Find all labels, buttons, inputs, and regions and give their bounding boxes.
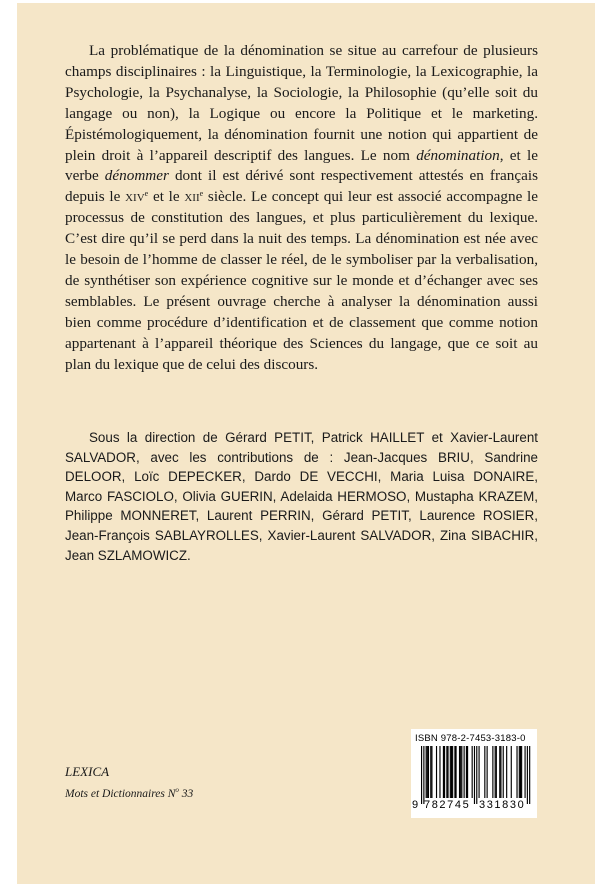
description-text-3: dont il est dérivé sont respectivement attestés en français depuis le [65,167,538,206]
barcode-bar [503,746,504,798]
century-14: xiv [125,188,145,206]
barcode-bar [496,746,497,798]
collection-line [65,782,193,802]
isbn-barcode [411,729,537,818]
barcode-bar [521,746,522,798]
barcode-bars [411,746,537,806]
barcode-bar [428,746,429,798]
barcode-bar [474,746,475,804]
barcode-bar [511,746,512,798]
barcode-bar [476,746,477,804]
barcode-bar [423,746,424,804]
barcode-bar [466,746,467,798]
barcode-bar [426,746,427,798]
barcode-digit-first: 9 [412,799,419,811]
term-denomination: dénomination [416,146,500,164]
barcode-bar [520,746,521,798]
barcode-bar [527,746,528,804]
isbn-label: ISBN 978-2-7453-3183-0 [415,733,526,744]
barcode-bar [516,746,517,798]
barcode-bar [467,746,468,798]
barcode-bar [499,746,500,798]
barcode-bar [427,746,428,798]
description-text-5: siècle. Le concept qui leur est associé accompagne le processus de constitution des langues, et plus particulièrement du lexique. C’est dire qu’il se perd dans la nuit des temps. La dénomination est née avec le besoin de l’homme de classer le réel, de le symboliser par la verbalisation, de synthétiser son expérience cognitive sur le monde et d’échanger avec ses semblables. Le présent ouvrage cherche à analyser la dénomination aussi bien comme procédure d’identification et de classement que comme notion appartenant à l’appareil théorique des Sciences du langage, que ce soit au plan du lexique que de celui des discours. [65,188,538,373]
barcode-bar [519,746,520,798]
series-info [65,762,193,802]
barcode-bar [464,746,465,798]
collection-number-sup: o [175,786,179,794]
description-paragraph [65,41,538,376]
barcode-digits-right: 331830 [479,799,526,811]
barcode-bar [436,746,437,798]
barcode-bar [495,746,496,798]
barcode-bar [456,746,457,798]
description-text-1: La problématique de la dénomination se situe au carrefour de plusieurs champs disciplinaires : la Linguistique, la Terminologie, la Lexicographie, la Psychologie, la Psychanalyse, la Sociologie, la Philosophie (qu’elle soit du langage ou non), la Logique ou encore la Politique et le marketing. Épistémologiquement, la dénomination fournit une notion qui appartient de plein droit à l’appareil descriptif des langues. Le nom [65,42,538,164]
barcode-bar [479,746,480,798]
barcode-bar [529,746,530,804]
century-12-suffix: e [199,189,204,199]
barcode-digits [411,799,537,813]
barcode-bar [487,746,488,798]
barcode-bar [500,746,501,798]
barcode-bar [506,746,507,798]
barcode-bar [439,746,440,798]
description-text-2: , et le verbe [65,146,538,185]
barcode-bar [431,746,432,798]
century-12: xii [184,188,200,206]
barcode-bar [525,746,526,798]
barcode-bar [421,746,422,804]
barcode-bar [447,746,448,798]
description-text-4: et le [148,188,185,206]
barcode-bar [492,746,493,798]
barcode-bar [484,746,485,798]
series-name: LEXICA [65,764,110,779]
barcode-bar [450,746,451,798]
barcode-bar [451,746,452,798]
barcode-bar [459,746,460,798]
barcode-bar [452,746,453,798]
barcode-bar [446,746,447,798]
collection-name: Mots et Dictionnaires [65,787,165,800]
barcode-bar [472,746,473,798]
barcode-bar [454,746,455,798]
barcode-bar [443,746,444,798]
barcode-bar [461,746,462,798]
term-denommer: dénommer [104,167,169,185]
collection-number-label: N [167,787,176,800]
collection-number: 33 [178,787,194,800]
barcode-bar [444,746,445,798]
barcode-bar [430,746,431,798]
barcode-bar [460,746,461,798]
contributors-paragraph: Sous la direction de Gérard PETIT, Patrick HAILLET et Xavier-Laurent SALVADOR, avec les contributions de : Jean-Jacques BRIU, Sandrine DELOOR, Loïc DEPECKER, Dardo DE VECCHI, Maria Luisa DONAIRE, Marco FASCIOLO, Olivia GUERIN, Adelaida HERMOSO, Mustapha KRAZEM, Philippe MONNERET, Laurent PERRIN, Gérard PETIT, Laurence ROSIER, Jean-François SABLAYROLLES, Xavier-Laurent SALVADOR, Zina SIBACHIR, Jean SZLAMOWICZ. [65,430,538,563]
century-14-suffix: e [144,189,149,199]
barcode-digits-left: 782745 [424,799,471,811]
